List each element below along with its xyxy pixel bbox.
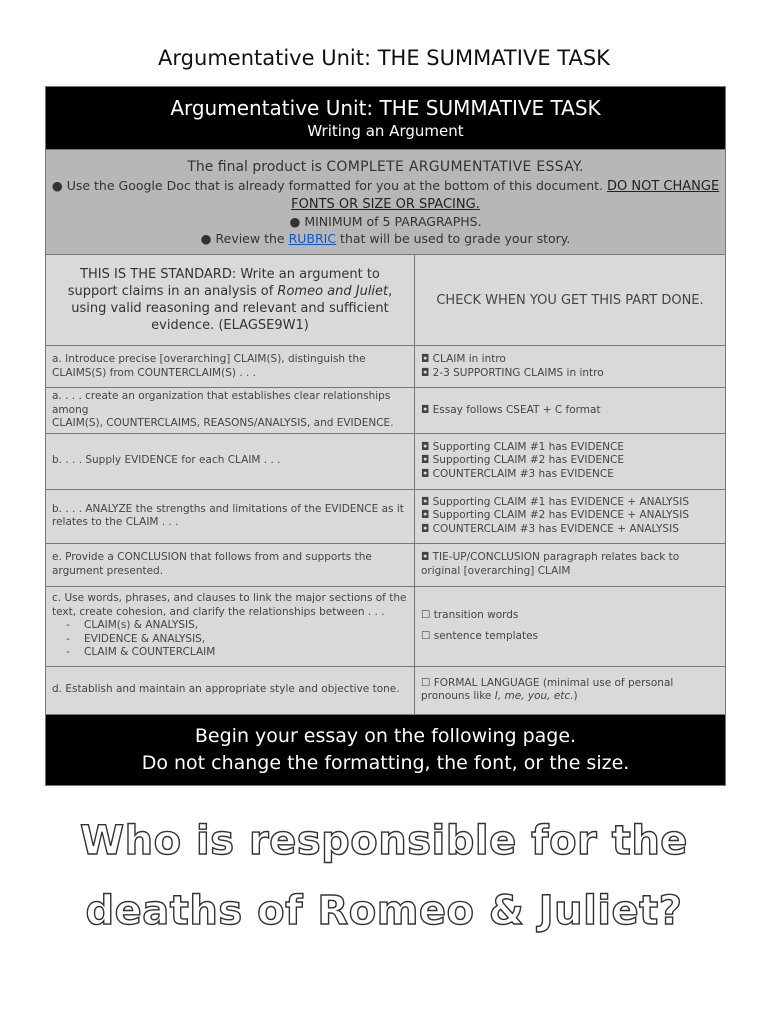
standard-part-cell (46, 388, 415, 434)
checklist-item-prefix[interactable]: ☐ FORMAL LANGUAGE (minimal use of personal pronouns like (421, 676, 674, 702)
checklist-item[interactable]: ◘ Essay follows CSEAT + C format (421, 403, 601, 416)
checklist-item[interactable]: ◘ Supporting CLAIM #1 has EVIDENCE (421, 440, 624, 453)
checklist-cell (415, 586, 726, 666)
standard-italic: Romeo and Juliet (277, 284, 389, 299)
list-item: - CLAIM(s) & ANALYSIS, (66, 619, 408, 633)
standard-part-cell (46, 489, 415, 543)
table-title: Argumentative Unit: THE SUMMATIVE TASK (170, 96, 601, 120)
row-text: d. Establish and maintain an appropriate style and objective tone. (52, 683, 400, 696)
table-row (46, 489, 726, 543)
bullet-3-suffix: that will be used to grade your story. (336, 230, 571, 246)
checklist-item[interactable]: ◘ TIE-UP/CONCLUSION paragraph relates back to original [overarching] CLAIM (421, 551, 680, 577)
checklist-item[interactable]: ◘ Supporting CLAIM #2 has EVIDENCE + ANALYSIS (421, 509, 689, 522)
checklist-item[interactable]: ◘ 2-3 SUPPORTING CLAIMS in intro (421, 366, 604, 379)
table-row (46, 666, 726, 714)
checklist-cell (415, 388, 726, 434)
bullet-icon: ● (200, 230, 216, 246)
row-text: a. . . . create an organization that establishes clear relationships among (52, 390, 391, 416)
checklist-cell (415, 433, 726, 489)
standard-prefix: THIS IS THE STANDARD: Write an argument to support claims in an analysis of (67, 267, 380, 299)
final-product-bold: COMPLETE ARGUMENTATIVE ESSAY. (326, 158, 584, 175)
checklist-item[interactable]: ◘ COUNTERCLAIM #3 has EVIDENCE + ANALYSIS (421, 522, 679, 535)
check-header-cell: CHECK WHEN YOU GET THIS PART DONE. (415, 255, 726, 346)
final-product-line (46, 158, 725, 177)
bullet-1-text: Use the Google Doc that is already formatted for you at the bottom of this document. (66, 177, 604, 193)
instructions-row (46, 150, 726, 255)
footer-line-1: Begin your essay on the following page. (194, 724, 577, 747)
standard-part-cell (46, 346, 415, 388)
instruction-bullet-3 (46, 230, 725, 247)
checklist-cell (415, 489, 726, 543)
table-row (46, 346, 726, 388)
instruction-bullet-2 (46, 213, 725, 230)
relationship-list (52, 619, 408, 660)
list-item: - CLAIM & COUNTERCLAIM (66, 646, 408, 660)
checklist-item[interactable]: ◘ Supporting CLAIM #1 has EVIDENCE + ANALYSIS (421, 495, 689, 508)
bullet-icon: ● (289, 213, 305, 229)
list-item: - EVIDENCE & ANALYSIS, (66, 633, 408, 647)
checklist-item[interactable]: ☐ sentence templates (421, 629, 539, 642)
instruction-bullet-1 (46, 177, 725, 213)
row-text: CLAIM(S), COUNTERCLAIMS, REASONS/ANALYSIS, and EVIDENCE. (52, 417, 394, 429)
checklist-item-italic: I, me, you, etc. (494, 690, 574, 702)
question-line-2: deaths of Romeo & Juliet? (85, 888, 683, 934)
bullet-3-prefix: Review the (215, 230, 289, 246)
footer-row (46, 714, 726, 785)
checklist-item[interactable]: ☐ transition words (421, 609, 519, 621)
essay-question (0, 806, 768, 946)
checklist-item[interactable]: ◘ CLAIM in intro (421, 353, 506, 365)
table-row (46, 388, 726, 434)
standard-part-cell (46, 586, 415, 666)
checklist-cell (415, 666, 726, 714)
footer-line-2: Do not change the formatting, the font, or the size. (141, 751, 630, 774)
footer-cell (46, 714, 726, 785)
bullet-1-underline: DO NOT CHANGE FONTS OR SIZE OR SPACING. (291, 178, 720, 212)
standard-cell (46, 255, 415, 346)
row-text: a. Introduce precise [overarching] CLAIM(S), distinguish the (52, 353, 366, 365)
instructions-cell (46, 150, 726, 255)
bullet-2-text: MINIMUM of 5 PARAGRAPHS. (304, 213, 482, 229)
header-row (46, 87, 726, 150)
row-text: b. . . . ANALYZE the strengths and limitations of the EVIDENCE as it relates to the CLAIM . . . (52, 502, 404, 528)
checklist-item[interactable]: ◘ COUNTERCLAIM #3 has EVIDENCE (421, 467, 614, 480)
table-subtitle: Writing an Argument (307, 122, 464, 140)
standard-part-cell (46, 543, 415, 586)
standard-part-cell (46, 666, 415, 714)
question-line-1: Who is responsible for the (80, 818, 688, 864)
page-title: Argumentative Unit: THE SUMMATIVE TASK (158, 46, 610, 70)
checklist-cell (415, 346, 726, 388)
checklist-item[interactable]: ◘ Supporting CLAIM #2 has EVIDENCE (421, 454, 624, 467)
row-text: CLAIMS(S) from COUNTERCLAIM(S) . . . (52, 366, 256, 379)
row-text: e. Provide a CONCLUSION that follows from and supports the argument presented. (52, 551, 372, 577)
header-cell (46, 87, 726, 150)
standard-suffix: , using valid reasoning and relevant and sufficient evidence. (ELAGSE9W1) (71, 284, 393, 333)
standard-row (46, 255, 726, 346)
checklist-item-suffix: ) (573, 690, 578, 702)
bullet-icon: ● (51, 177, 67, 193)
table-row (46, 433, 726, 489)
final-product-prefix: The final product is (187, 158, 327, 175)
summative-task-table (45, 86, 726, 786)
row-text: c. Use words, phrases, and clauses to link the major sections of the text, create cohesion, and clarify the relationships between . . . (52, 592, 407, 618)
row-text: b. . . . Supply EVIDENCE for each CLAIM . . . (52, 454, 281, 467)
table-row (46, 586, 726, 666)
standard-part-cell (46, 433, 415, 489)
table-row (46, 543, 726, 586)
checklist-cell (415, 543, 726, 586)
rubric-link[interactable]: RUBRIC (288, 230, 337, 246)
